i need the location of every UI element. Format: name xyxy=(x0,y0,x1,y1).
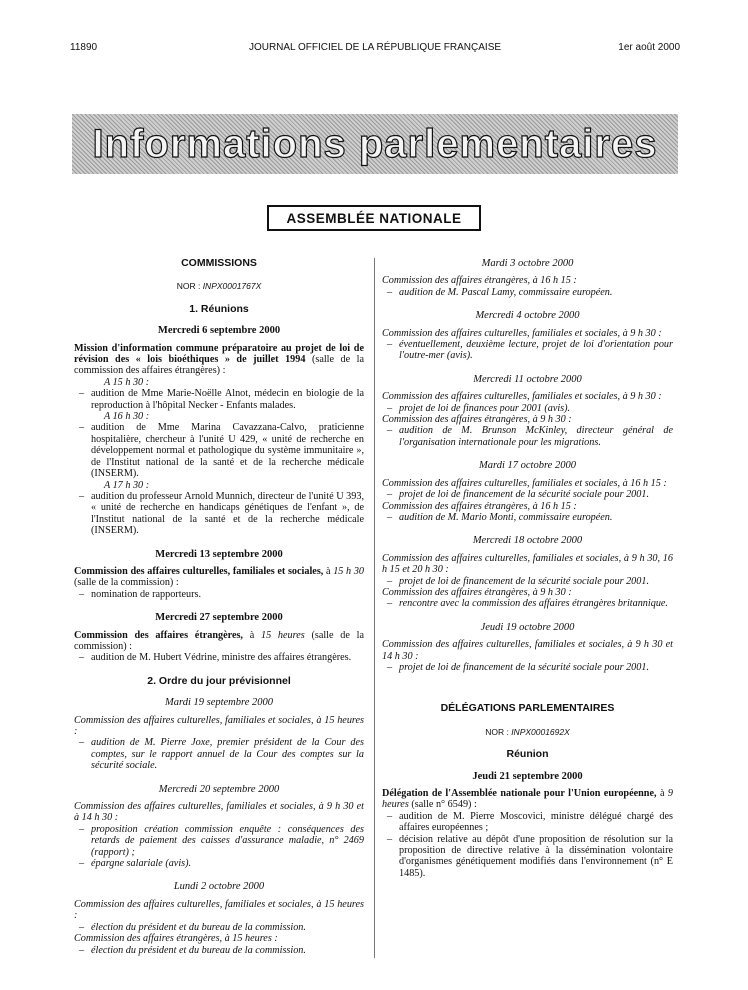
date-heading: Mardi 17 octobre 2000 xyxy=(479,460,576,472)
commission-line: Commission des affaires étrangères, à 15 heures : xyxy=(74,933,278,945)
reunion-heading: Réunion xyxy=(506,748,549,761)
commission-line: Commission des affaires étrangères, à 16 h 15 : xyxy=(382,275,577,287)
nor-reference: NOR : INPX0001767X xyxy=(176,281,262,292)
agenda-item: – élection du président et du bureau de la commission. xyxy=(74,922,364,933)
meeting-intro: Délégation de l'Assemblée nationale pour l'Union européenne, à 9 heures (salle n° 6549) : xyxy=(382,788,673,811)
date-heading: Mardi 19 septembre 2000 xyxy=(165,697,273,709)
agenda-item: – audition de M. Hubert Védrine, ministre des affaires étrangères. xyxy=(74,652,364,663)
date-heading: Mercredi 4 octobre 2000 xyxy=(475,310,580,322)
commission-line: Commission des affaires culturelles, familiales et sociales, à 9 h 30 et 14 h 30 : xyxy=(382,639,673,662)
banner-title: Informations parlementaires xyxy=(92,121,658,166)
commissions-heading: COMMISSIONS xyxy=(181,257,257,269)
agenda-item: – projet de loi de financement de la sécurité sociale pour 2001. xyxy=(382,576,673,587)
date-heading: Mercredi 11 octobre 2000 xyxy=(473,373,582,385)
agenda-item: – audition de M. Pascal Lamy, commissaire européen. xyxy=(382,287,673,298)
agenda-item: – projet de loi de financement de la sécurité sociale pour 2001. xyxy=(382,662,673,673)
agenda-item: – audition du professeur Arnold Munnich, directeur de l'unité U 393, « unité de recherche en handicaps génétiques de l'enfant », de l'Institut national de la santé et de la recherche médicale (INSERM). xyxy=(74,491,364,537)
meeting-intro: Commission des affaires culturelles, familiales et sociales, à 15 h 30 (salle de la commission) : xyxy=(74,565,365,589)
agenda-item: – audition de M. Mario Monti, commissaire européen. xyxy=(382,512,673,523)
agenda-item: – projet de loi de financement de la sécurité sociale pour 2001. xyxy=(382,489,673,500)
agenda-item: – proposition création commission enquête : conséquences des retards de paiement des caisses d'assurance maladie, n° 2469 (rapport) ; xyxy=(74,824,364,858)
commission-line: Commission des affaires étrangères, à 16 h 15 : xyxy=(382,500,577,512)
commission-line: Commission des affaires culturelles, familiales et sociales, à 9 h 30 : xyxy=(382,391,662,403)
commission-line: Commission des affaires culturelles, familiales et sociales, à 9 h 30 et à 14 h 30 : xyxy=(74,801,364,824)
date-heading: Jeudi 21 septembre 2000 xyxy=(472,770,583,782)
date-heading: Jeudi 19 octobre 2000 xyxy=(480,621,575,633)
commission-line: Commission des affaires culturelles, familiales et sociales, à 15 heures : xyxy=(74,898,364,922)
commission-line: Commission des affaires culturelles, familiales et sociales, à 9 h 30 : xyxy=(382,327,662,339)
date-heading: Lundi 2 octobre 2000 xyxy=(173,881,265,893)
agenda-item: – audition de M. Pierre Moscovici, ministre délégué chargé des affaires européennes ; xyxy=(382,811,673,834)
running-header xyxy=(70,42,680,56)
time-slot: A 17 h 30 : xyxy=(104,479,150,491)
left-column xyxy=(74,258,364,956)
agenda-item: – nomination de rapporteurs. xyxy=(74,589,364,600)
meeting-intro: Mission d'information commune préparatoire au projet de loi de révision des « lois bioéthiques » de juillet 1994 (salle de la commission des affaires étrangères) : xyxy=(74,342,364,377)
date-heading: Mercredi 6 septembre 2000 xyxy=(157,325,281,337)
date-heading: Mercredi 27 septembre 2000 xyxy=(155,612,283,624)
page-number: 11890 xyxy=(70,42,98,53)
agenda-item: – audition de Mme Marina Cavazzana-Calvo, praticienne hospitalière, chercheur à l'unité U 429, « unité de recherche en développement normal et pathologique du système immunitaire », de l'Institut national de la santé et de la recherche médicale (INSERM). xyxy=(74,422,364,479)
chamber-title: ASSEMBLÉE NATIONALE xyxy=(267,205,481,231)
reunions-heading: 1. Réunions xyxy=(189,302,249,315)
agenda-item: – épargne salariale (avis). xyxy=(74,858,364,869)
right-column xyxy=(382,258,673,879)
agenda-item: – rencontre avec la commission des affaires étrangères britannique. xyxy=(382,598,673,609)
agenda-item: – audition de Mme Marie-Noëlle Alnot, médecin en biologie de la reproduction à l'hôpital Necker - Enfants malades. xyxy=(74,388,364,411)
date-heading: Mercredi 20 septembre 2000 xyxy=(158,783,280,795)
commission-line: Commission des affaires culturelles, familiales et sociales, à 9 h 30, 16 h 15 et 20 h 30 : xyxy=(382,552,673,576)
commission-line: Commission des affaires étrangères, à 9 h 30 : xyxy=(382,414,572,426)
odj-heading: 2. Ordre du jour prévisionnel xyxy=(147,674,291,687)
date-heading: Mercredi 18 octobre 2000 xyxy=(472,535,583,547)
date-heading: Mercredi 13 septembre 2000 xyxy=(155,548,283,560)
agenda-item: – projet de loi de finances pour 2001 (avis). xyxy=(382,403,673,414)
agenda-item: – élection du président et du bureau de la commission. xyxy=(74,945,364,956)
section-banner xyxy=(72,114,678,174)
issue-date: 1er août 2000 xyxy=(618,42,680,53)
time-slot: A 16 h 30 : xyxy=(104,411,150,423)
agenda-item: – audition de M. Pierre Joxe, premier président de la Cour des comptes, sur le rapport annuel de la Cour des comptes sur la sécurité sociale. xyxy=(74,737,364,771)
commission-line: Commission des affaires culturelles, familiales et sociales, à 15 heures : xyxy=(74,714,364,737)
journal-title: JOURNAL OFFICIEL DE LA RÉPUBLIQUE FRANÇAISE xyxy=(248,42,502,53)
delegations-heading: DÉLÉGATIONS PARLEMENTAIRES xyxy=(440,702,615,715)
meeting-intro: Commission des affaires étrangères, à 15 heures (salle de la commission) : xyxy=(74,629,364,652)
commission-line: Commission des affaires culturelles, familiales et sociales, à 16 h 15 : xyxy=(382,477,667,489)
date-heading: Mardi 3 octobre 2000 xyxy=(481,258,574,269)
nor-reference: NOR : INPX0001692X xyxy=(485,726,570,737)
agenda-item: – décision relative au dépôt d'une proposition de résolution sur la proposition de directive relative à la dissémination volontaire d'organismes génétiquement modifiés dans l'environnement (n° E 1485). xyxy=(382,834,673,880)
agenda-item: – audition de M. Brunson McKinley, directeur général de l'organisation internationale pour les migrations. xyxy=(382,425,673,448)
time-slot: A 15 h 30 : xyxy=(104,376,150,388)
column-divider xyxy=(374,258,375,958)
commission-line: Commission des affaires étrangères, à 9 h 30 : xyxy=(382,586,572,598)
agenda-item: – éventuellement, deuxième lecture, projet de loi d'orientation pour l'outre-mer (avis). xyxy=(382,339,673,362)
